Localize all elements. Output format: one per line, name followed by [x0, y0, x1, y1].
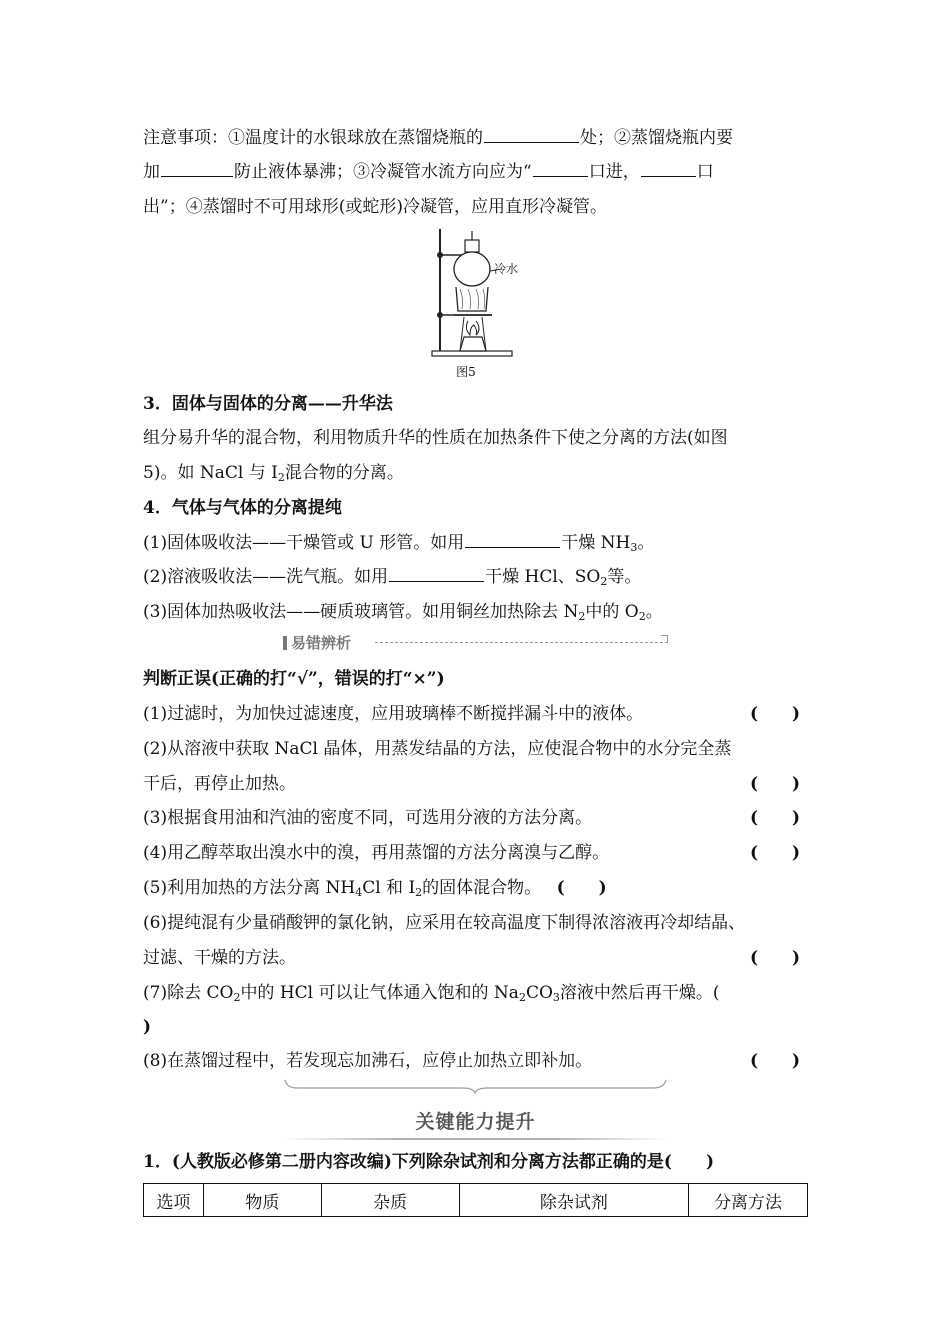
judge-q7: [143, 981, 720, 1005]
answer-paren[interactable]: ( ): [750, 808, 801, 828]
fill-blank[interactable]: [641, 160, 696, 177]
answer-paren[interactable]: ( ): [750, 948, 801, 968]
subscript: 3: [630, 541, 638, 554]
section-3-line-2: [143, 461, 404, 485]
text: 等。: [607, 567, 642, 587]
options-table: [143, 1183, 808, 1217]
text: 溶液中然后再干燥。(: [559, 983, 720, 1003]
text: (5)利用加热的方法分离 NH: [143, 878, 356, 898]
judge-q3: (3)根据食用油和汽油的密度不同，可选用分液的方法分离。: [143, 808, 593, 828]
subscript: 2: [638, 610, 646, 623]
note-line-2: [143, 160, 714, 184]
fill-blank[interactable]: [389, 565, 484, 582]
answer-paren[interactable]: ( ): [556, 878, 607, 898]
subscript: 4: [355, 886, 363, 899]
subscript: 2: [518, 991, 526, 1004]
judge-q1: (1)过滤时，为加快过滤速度，应用玻璃棒不断搅拌漏斗中的液体。: [143, 704, 644, 724]
text: 干燥 HCl、SO: [485, 567, 601, 587]
judge-intro: 判断正误(正确的打“√”，错误的打“×”): [143, 669, 445, 689]
fill-blank[interactable]: [533, 160, 588, 177]
section-4-item-1: [143, 531, 654, 555]
judge-q6-line-2: 过滤、干燥的方法。: [143, 948, 296, 968]
fill-blank[interactable]: [161, 160, 233, 177]
text: 。: [637, 533, 655, 553]
note-text: 加: [143, 162, 160, 182]
text: 5)。如 NaCl 与 I: [143, 463, 278, 483]
text: 干燥 NH: [561, 533, 631, 553]
banner-title: 易错辨析: [283, 632, 351, 654]
text: 中的 O: [585, 602, 639, 622]
note-text: 口: [696, 162, 714, 182]
key-ability-section-title: [283, 1108, 668, 1140]
table-header-cell: 杂质: [321, 1184, 459, 1217]
sublimation-figure: [420, 225, 530, 385]
banner-corner: [661, 635, 668, 642]
text: (2)溶液吸收法——洗气瓶。如用: [143, 567, 389, 587]
subscript: 2: [233, 991, 241, 1004]
figure-caption: 图5: [456, 365, 476, 379]
section-4-item-3: [143, 600, 663, 624]
subscript: 2: [415, 886, 423, 899]
judge-q8: (8)在蒸馏过程中，若发现忘加沸石，应停止加热立即补加。: [143, 1051, 593, 1071]
answer-paren[interactable]: ( ): [750, 843, 801, 863]
cold-water-label: 冷水: [494, 262, 519, 276]
answer-paren[interactable]: ( ): [750, 704, 801, 724]
note-line-1: [143, 126, 733, 150]
judge-q7-line-2[interactable]: ): [143, 1017, 152, 1037]
note-line-3: 出”；④蒸馏时不可用球形(或蛇形)冷凝管，应用直形冷凝管。: [143, 197, 607, 217]
note-text: 防止液体暴沸；③冷凝管水流方向应为“: [234, 162, 532, 182]
note-text: 口进，: [588, 162, 640, 182]
text: (1)固体吸收法——干燥管或 U 形管。如用: [143, 533, 465, 553]
subscript: 2: [600, 575, 608, 588]
note-text: 处；②蒸馏烧瓶内要: [580, 128, 733, 148]
section-title-text: 关键能力提升: [415, 1111, 536, 1133]
table-header-cell: 分离方法: [689, 1184, 808, 1217]
brace-divider: [283, 1078, 668, 1094]
text: 。: [645, 602, 663, 622]
text: (3)固体加热吸收法——硬质玻璃管。如用铜丝加热除去 N: [143, 602, 579, 622]
table-header-cell: 物质: [203, 1184, 321, 1217]
question-1: 1．(人教版必修第二册内容改编)下列除杂试剂和分离方法都正确的是( ): [143, 1152, 715, 1172]
section-title-underline: [283, 1138, 668, 1140]
section-3-line-1: 组分易升华的混合物，利用物质升华的性质在加热条件下使之分离的方法(如图: [143, 428, 728, 448]
sublimation-apparatus-diagram: [420, 225, 530, 365]
note-text: 注意事项：①温度计的水银球放在蒸馏烧瓶的: [143, 128, 483, 148]
judge-q6-line-1: (6)提纯混有少量硝酸钾的氯化钠，应采用在较高温度下制得浓溶液再冷却结晶、: [143, 913, 746, 933]
subscript: 2: [578, 610, 586, 623]
text: 中的 HCl 可以让气体通入饱和的 Na: [240, 983, 519, 1003]
fill-blank[interactable]: [465, 531, 560, 548]
text: (7)除去 CO: [143, 983, 234, 1003]
subscript: 2: [277, 471, 285, 484]
section-4-item-2: [143, 565, 641, 589]
section-3-heading: 3．固体与固体的分离——升华法: [143, 394, 393, 414]
error-analysis-banner: [283, 632, 668, 654]
text: CO: [525, 983, 553, 1003]
text: 的固体混合物。: [422, 878, 542, 898]
fill-blank[interactable]: [484, 126, 579, 143]
subscript: 3: [552, 991, 560, 1004]
judge-q5: [143, 876, 607, 900]
table-header-cell: 选项: [144, 1184, 204, 1217]
answer-paren[interactable]: ( ): [750, 1051, 801, 1071]
judge-q4: (4)用乙醇萃取出溴水中的溴，再用蒸馏的方法分离溴与乙醇。: [143, 843, 610, 863]
text: Cl 和 I: [362, 878, 416, 898]
section-4-heading: 4．气体与气体的分离提纯: [143, 498, 342, 518]
table-header-row: [144, 1184, 808, 1217]
table-header-cell: 除杂试剂: [459, 1184, 689, 1217]
answer-paren[interactable]: ( ): [750, 774, 801, 794]
banner-divider: [375, 642, 668, 643]
judge-q2-line-1: (2)从溶液中获取 NaCl 晶体，用蒸发结晶的方法，应使混合物中的水分完全蒸: [143, 739, 732, 759]
text: 混合物的分离。: [284, 463, 404, 483]
judge-q2-line-2: 干后，再停止加热。: [143, 774, 296, 794]
